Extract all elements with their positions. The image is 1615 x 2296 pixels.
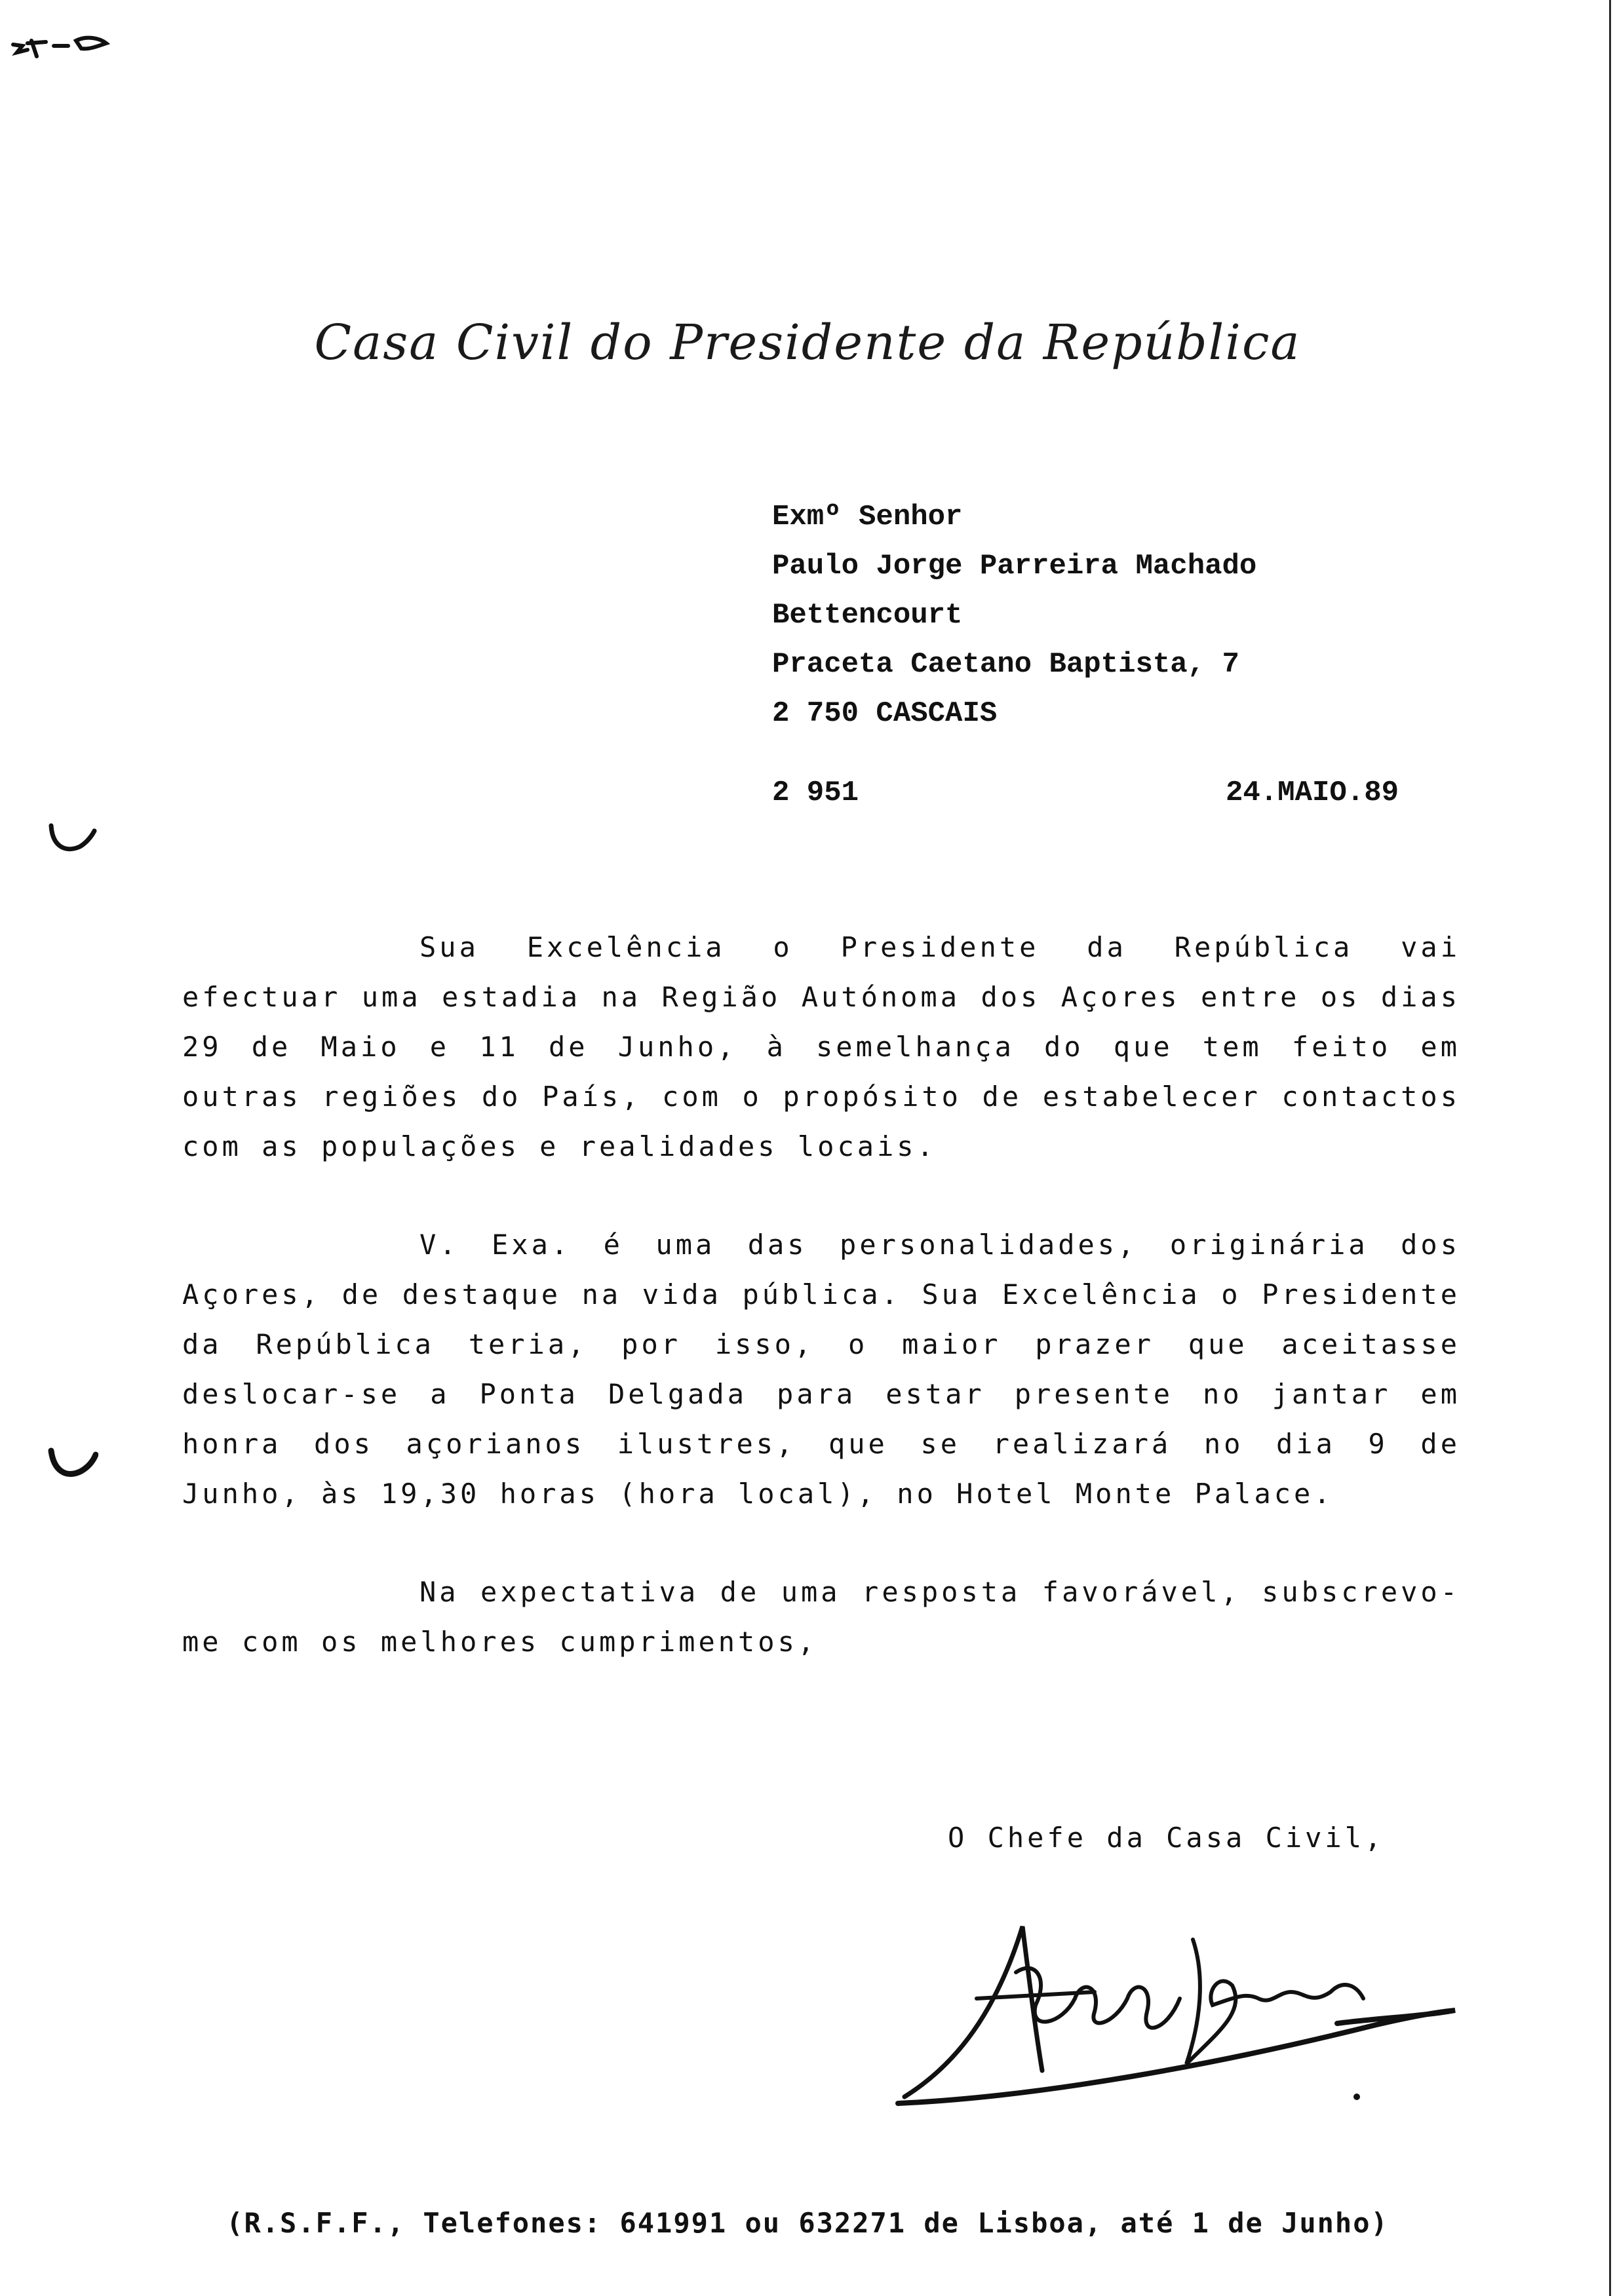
paragraph-text: Sua Excelência o Presidente da República vai efectuar uma estadia na Região Autónoma dos Açores entre os dias 29 de Maio e 11 de Junho, à semelhança do que tem feito em outras regiões do País, com o propósito de estabelecer contactos com as populações e realidades locais. (182, 931, 1460, 1162)
footer-rsvp-note: (R.S.F.F., Telefones: 641991 ou 632271 de Lisboa, até 1 de Junho) (226, 2207, 1389, 2239)
recipient-surname: Bettencourt (772, 599, 963, 632)
body-paragraph-1 (182, 923, 1460, 1172)
recipient-street: Praceta Caetano Baptista, 7 (772, 648, 1239, 681)
paragraph-text: Na expectativa de uma resposta favorável, subscrevo-me com os melhores cumprimentos, (182, 1576, 1460, 1658)
reference-number: 2 951 (772, 776, 859, 809)
letterhead-title: Casa Civil do Presidente da República (314, 315, 1301, 371)
recipient-address-block (772, 493, 1559, 738)
handwritten-signature (878, 1900, 1468, 2116)
margin-tick-mark (46, 1445, 98, 1485)
recipient-city: 2 750 CASCAIS (772, 697, 998, 730)
signer-title: O Chefe da Casa Civil, (948, 1822, 1385, 1854)
paragraph-text: V. Exa. é uma das personalidades, originária dos Açores, de destaque na vida pública. Sua Excelência o Presidente da República teria, por isso, o maior prazer que aceitasse deslocar-se a Ponta Delgada para estar presente no jantar em honra dos açorianos ilustres, que se realizará no dia 9 de Junho, às 19,30 horas (hora local), no Hotel Monte Palace. (182, 1229, 1460, 1510)
recipient-name: Paulo Jorge Parreira Machado (772, 550, 1257, 583)
margin-tick-mark (46, 820, 98, 860)
letter-date: 24.MAIO.89 (1225, 776, 1399, 809)
body-paragraph-3 (182, 1567, 1460, 1667)
handwritten-corner-mark (8, 26, 113, 72)
recipient-salutation: Exmº Senhor (772, 501, 963, 533)
body-paragraph-2 (182, 1220, 1460, 1519)
